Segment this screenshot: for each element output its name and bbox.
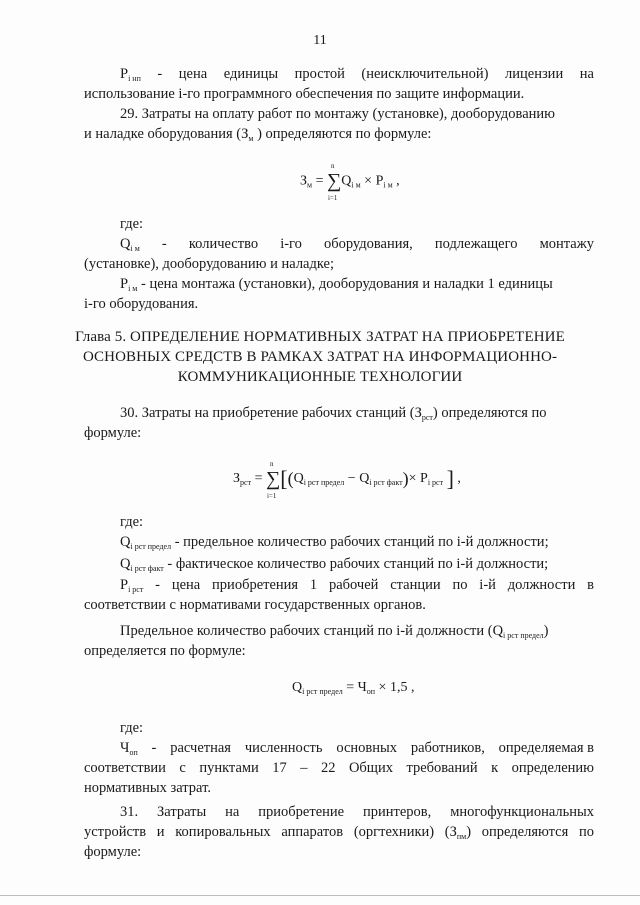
where-label-3: где: (120, 720, 144, 736)
page-number: 11 (313, 33, 327, 48)
page-bottom-edge (0, 895, 640, 896)
def-q-rst-predel: $Q_{i рст предел}$ - предельное количество рабочих станций по i-й должности; (120, 534, 549, 551)
limit-intro-line2: определяется по формуле: (84, 643, 246, 659)
def-p-im-line2: i-го оборудования. (84, 296, 199, 312)
item-31-line3: формуле: (84, 844, 142, 860)
item-29-line1: 29. Затраты на оплату работ по монтажу (установке), дооборудованию (120, 106, 555, 122)
item-31-line2: устройств и копировальных аппаратов (оргтехники) $(З_{пм})$ определяются по (84, 824, 594, 841)
where-label-2: где: (120, 514, 144, 530)
item-30-line1: 30. Затраты на приобретение рабочих станций $(З_{рст})$ определяются по (120, 405, 547, 422)
def-q-im-line1: $Q_{i м}$ - количество i-го оборудования, подлежащего монтажу (120, 236, 594, 253)
def-p-im-line1: $P_{i м}$ - цена монтажа (установки), дооборудования и наладки 1 единицы (120, 276, 553, 293)
chapter-heading-line1: Глава 5. ОПРЕДЕЛЕНИЕ НОРМАТИВНЫХ ЗАТРАТ НА ПРИОБРЕТЕНИЕ (75, 329, 565, 345)
formula-zm: $З_м$ = ∑ n i=1 $Q_{i м} \times P_{i м}$ , (300, 162, 400, 202)
def-ch-op-line3: нормативных затрат. (84, 780, 211, 796)
item-29-line2: и наладке оборудования ($З_м$ ) определяются по формуле: (84, 126, 432, 143)
def-q-im-line2: (установке), дооборудованию и наладке; (84, 256, 335, 272)
item-31-line1: 31. Затраты на приобретение принтеров, многофункциональных (120, 804, 594, 820)
def-p-inp-line2: использование i-го программного обеспечения по защите информации. (84, 86, 525, 102)
def-p-rst-line2: соответствии с нормативами государственных органов. (84, 597, 426, 613)
def-ch-op-line2: соответствии с пунктами 17 – 22 Общих требований к определению (84, 760, 594, 776)
formula-q-predel: $Q_{i рст предел} = Ч_{оп} \times 1,5$ , (292, 680, 415, 696)
chapter-heading-line3: КОММУНИКАЦИОННЫЕ ТЕХНОЛОГИИ (177, 369, 463, 385)
limit-intro-line1: Предельное количество рабочих станций по i-й должности $(Q_{i рст предел})$ (120, 623, 549, 640)
sum-symbol: ∑ n i=1 (265, 459, 281, 500)
def-q-rst-fakt: $Q_{i рст факт}$ - фактическое количество рабочих станций по i-й должности; (120, 556, 549, 573)
chapter-heading-line2: ОСНОВНЫХ СРЕДСТВ В РАМКАХ ЗАТРАТ НА ИНФОРМАЦИОННО- (82, 349, 558, 365)
def-p-inp-line1: $P_{i нп}$ - цена единицы простой (неисключительной) лицензии на (120, 66, 594, 83)
sum-symbol: ∑ n i=1 (326, 162, 342, 202)
formula-zrst: $З_{рст}$ = ∑ n i=1 [$(Q_{i рст предел} - Q_{i рст факт})\times P_{i рст}$ ] , (233, 459, 461, 500)
def-p-rst-line1: $P_{i рст}$ - цена приобретения 1 рабочей станции по i-й должности в (120, 577, 594, 594)
item-30-line2: формуле: (84, 425, 142, 441)
where-label-1: где: (120, 216, 144, 232)
def-ch-op-line1: $Ч_{оп}$ - расчетная численность основных работников, определяемая в (120, 740, 594, 757)
